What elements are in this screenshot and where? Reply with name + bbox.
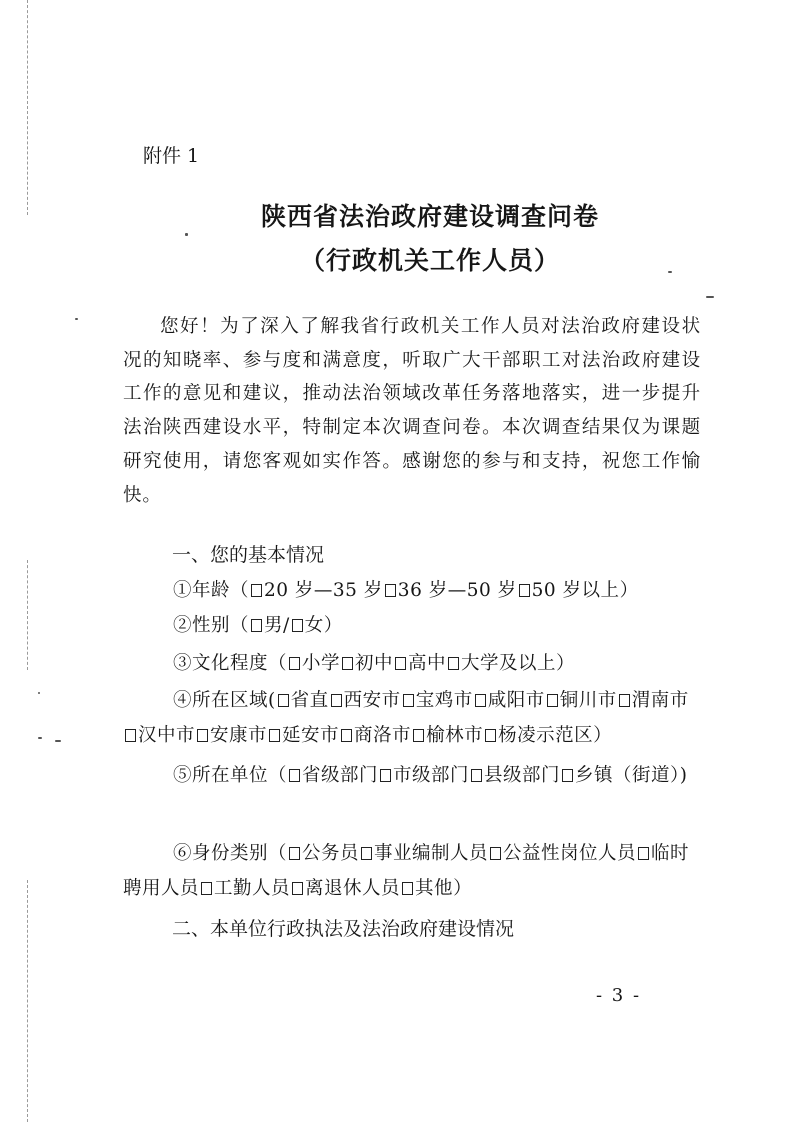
section-1-title: 一、您的基本情况: [172, 544, 325, 566]
checkbox-region-xianyang[interactable]: [475, 694, 486, 707]
checkbox-region-yanan[interactable]: [269, 729, 280, 742]
option-edu-primary: 小学: [301, 653, 340, 674]
checkbox-edu-college[interactable]: [448, 657, 459, 670]
option-region: 安康市: [210, 725, 268, 746]
question-age-label: ①年龄（: [172, 580, 249, 601]
option-region: 渭南市: [631, 690, 689, 711]
option-region: 省直: [290, 690, 329, 711]
document-title: 陕西省法治政府建设调查问卷: [260, 202, 599, 231]
option-region: 汉中市: [138, 725, 196, 746]
checkbox-region-shangluo[interactable]: [341, 729, 352, 742]
question-unit: [123, 758, 701, 793]
question-gender: [123, 608, 701, 643]
checkbox-edu-senior[interactable]: [395, 657, 406, 670]
question-education: [123, 646, 701, 681]
option-identity: 公益性岗位人员: [502, 843, 636, 864]
checkbox-gender-female[interactable]: [292, 619, 303, 632]
option-edu-college: 大学及以上: [461, 653, 557, 674]
checkbox-gender-male[interactable]: [251, 619, 262, 632]
checkbox-region-yangling[interactable]: [485, 729, 496, 742]
option-region: 咸阳市: [487, 690, 545, 711]
question-identity-close: ）: [453, 878, 473, 899]
scan-speck: [706, 296, 714, 298]
question-education-close: ）: [556, 653, 576, 674]
question-age: [123, 573, 701, 608]
intro-paragraph: [123, 310, 701, 512]
option-unit: 市级部门: [392, 765, 469, 786]
option-region: 杨凌示范区: [498, 725, 594, 746]
option-region: 延安市: [282, 725, 340, 746]
option-region: 铜川市: [559, 690, 617, 711]
question-unit-close: ): [679, 765, 688, 786]
option-gender-male: 男: [263, 615, 283, 636]
checkbox-edu-primary[interactable]: [289, 657, 300, 670]
checkbox-region-xian[interactable]: [331, 694, 342, 707]
checkbox-edu-junior[interactable]: [342, 657, 353, 670]
checkbox-id-public-welfare[interactable]: [490, 847, 501, 860]
checkbox-region-hanzhong[interactable]: [125, 729, 136, 742]
question-age-close: ）: [619, 580, 639, 601]
checkbox-region-baoji[interactable]: [403, 694, 414, 707]
question-region-label: ④所在区域(: [172, 690, 276, 711]
option-identity: 其他: [415, 878, 454, 899]
gender-separator: /: [282, 615, 290, 636]
option-identity: 工勤人员: [214, 878, 291, 899]
document-subtitle: （行政机关工作人员）: [299, 246, 560, 275]
scan-speck: [75, 318, 78, 320]
checkbox-unit-township[interactable]: [562, 769, 573, 782]
option-age-36-50: 36 岁—50 岁: [397, 580, 517, 601]
question-unit-label: ⑤所在单位（: [172, 765, 287, 786]
option-age-20-35: 20 岁—35 岁: [263, 580, 383, 601]
option-region: 榆林市: [426, 725, 484, 746]
scan-speck: [185, 233, 188, 236]
checkbox-region-province[interactable]: [278, 694, 289, 707]
option-identity: 临时聘用人员: [123, 843, 690, 899]
checkbox-id-civil-servant[interactable]: [289, 847, 300, 860]
option-identity: 公务员: [301, 843, 359, 864]
checkbox-unit-provincial[interactable]: [289, 769, 300, 782]
checkbox-region-yulin[interactable]: [413, 729, 424, 742]
question-region: [123, 683, 701, 753]
checkbox-id-temporary[interactable]: [638, 847, 649, 860]
option-edu-junior: 初中: [354, 653, 393, 674]
scan-speck: [55, 740, 61, 742]
option-gender-female: 女: [304, 615, 324, 636]
checkbox-age-20-35[interactable]: [251, 584, 262, 597]
scan-speck: [38, 692, 40, 694]
option-edu-senior: 高中: [407, 653, 446, 674]
option-identity: 离退休人员: [305, 878, 401, 899]
question-identity: [123, 836, 701, 906]
checkbox-id-worker[interactable]: [201, 882, 212, 895]
option-region: 商洛市: [354, 725, 412, 746]
attachment-label: 附件 1: [143, 145, 200, 167]
question-gender-label: ②性别（: [172, 615, 249, 636]
question-identity-label: ⑥身份类别（: [172, 843, 287, 864]
option-age-50-plus: 50 岁以上: [531, 580, 620, 601]
option-identity: 事业编制人员: [373, 843, 488, 864]
scan-speck: [38, 737, 42, 739]
binding-margin-line: [27, 0, 29, 215]
checkbox-id-other[interactable]: [402, 882, 413, 895]
intro-text: 您好！为了深入了解我省行政机关工作人员对法治政府建设状况的知晓率、参与度和满意度，听取广大干部职工对法治政府建设工作的意见和建议，推动法治领域改革任务落地落实，进一步提升法治陕西建设水平，特制定本次调查问卷。本次调查结果仅为课题研究使用，请您客观如实作答。感谢您的参与和支持，祝您工作愉快。: [123, 316, 701, 506]
question-region-close: ）: [593, 725, 613, 746]
checkbox-unit-municipal[interactable]: [380, 769, 391, 782]
option-unit: 省级部门: [301, 765, 378, 786]
section-2-title: 二、本单位行政执法及法治政府建设情况: [172, 918, 515, 940]
option-unit: 乡镇（街道）: [575, 765, 680, 786]
page-number: - 3 -: [596, 985, 642, 1006]
checkbox-region-ankang[interactable]: [197, 729, 208, 742]
binding-margin-line: [27, 560, 29, 670]
question-education-label: ③文化程度（: [172, 653, 287, 674]
option-unit: 县级部门: [483, 765, 560, 786]
option-region: 西安市: [343, 690, 401, 711]
checkbox-unit-county[interactable]: [471, 769, 482, 782]
checkbox-region-tongchuan[interactable]: [547, 694, 558, 707]
checkbox-region-weinan[interactable]: [619, 694, 630, 707]
checkbox-age-50-plus[interactable]: [519, 584, 530, 597]
checkbox-age-36-50[interactable]: [385, 584, 396, 597]
checkbox-id-institution[interactable]: [361, 847, 372, 860]
checkbox-id-retired[interactable]: [292, 882, 303, 895]
binding-margin-line: [27, 880, 29, 1122]
question-gender-close: ）: [323, 615, 343, 636]
option-region: 宝鸡市: [415, 690, 473, 711]
